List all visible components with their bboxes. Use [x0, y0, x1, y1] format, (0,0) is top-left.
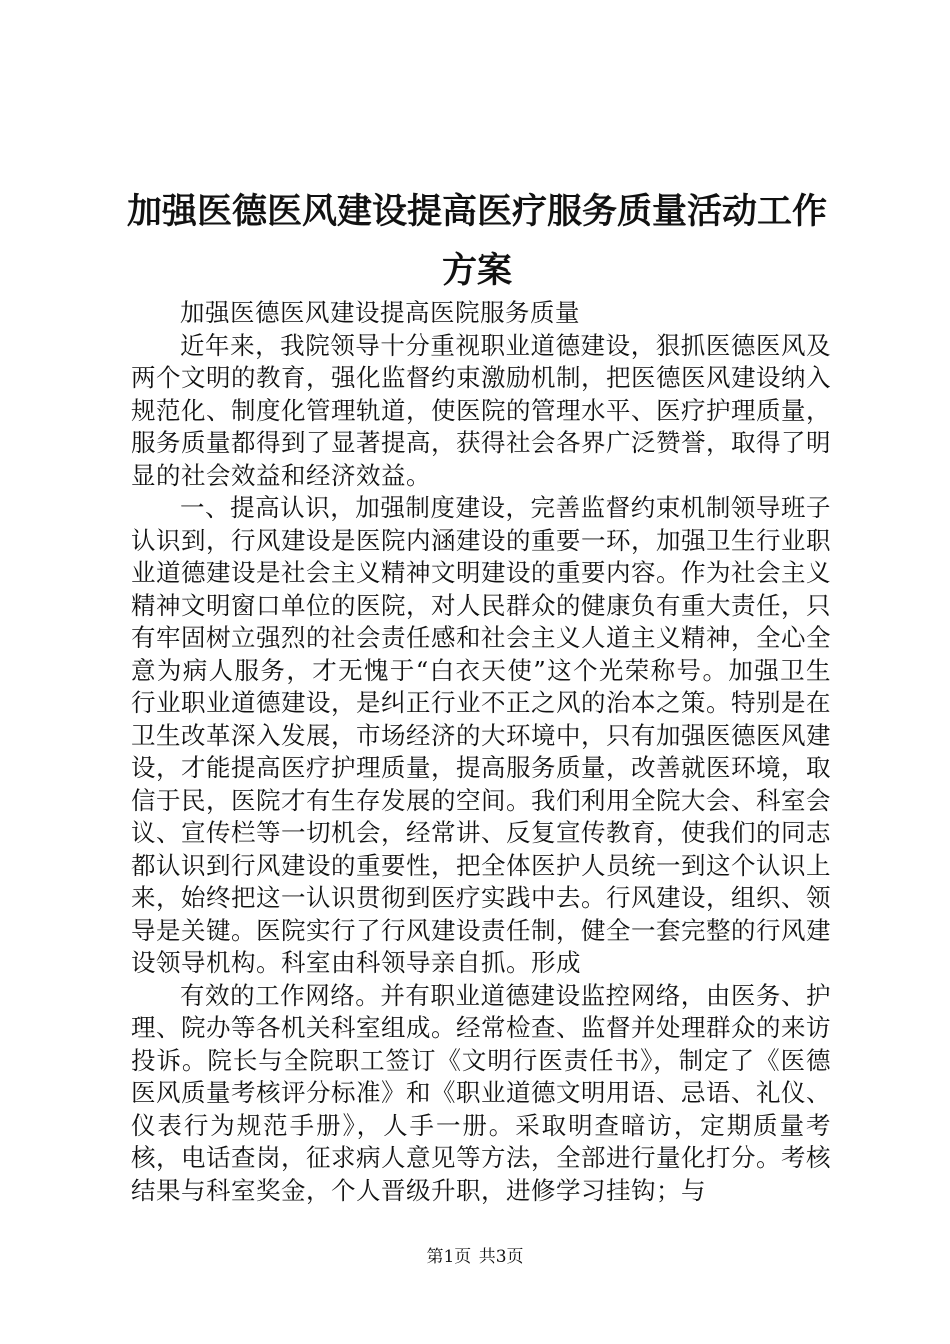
document-title: 加强医德医风建设提高医疗服务质量活动工作方案: [126, 191, 827, 291]
page-total: 共3页: [478, 1247, 524, 1267]
paragraph-section-one: 一、提高认识，加强制度建设，完善监督约束机制领导班子认识到，行风建设是医院内涵建设的重要一环，加强卫生行业职业道德建设是社会主义精神文明建设的重要内容。作为社会主义精神文明窗口单位的医院，对人民群众的健康负有重大责任，只有牢固树立强烈的社会责任感和社会主义人道主义精神，全心全意为病人服务，才无愧于“白衣天使”这个光荣称号。加强卫生行业职业道德建设，是纠正行业不正之风的治本之策。特别是在卫生改革深入发展，市场经济的大环境中，只有加强医德医风建设，才能提高医疗护理质量，提高服务质量，改善就医环境，取信于民，医院才有生存发展的空间。我们利用全院大会、科室会议、宣传栏等一切机会，经常讲、反复宣传教育，使我们的同志都认识到行风建设的重要性，把全体医护人员统一到这个认识上来，始终把这一认识贯彻到医疗实践中去。行风建设，组织、领导是关键。医院实行了行风建设责任制，健全一套完整的行风建设领导机构。科室由科领导亲自抓。形成: [131, 493, 831, 977]
paragraph-subtitle: 加强医德医风建设提高医院服务质量: [180, 298, 580, 327]
document-body: [131, 297, 831, 1207]
page-footer: [0, 1246, 950, 1268]
paragraph-work-network: 有效的工作网络。并有职业道德建设监控网络，由医务、护理、院办等各机关科室组成。经常检查、监督并处理群众的来访投诉。院长与全院职工签订《文明行医责任书》，制定了《医德医风质量考核评分标准》和《职业道德文明用语、忌语、礼仪、仪表行为规范手册》，人手一册。采取明查暗访，定期质量考核，电话查岗，征求病人意见等方法，全部进行量化打分。考核结果与科室奖金，个人晋级升职，进修学习挂钩；与: [131, 980, 831, 1205]
page-number: 第1页: [426, 1247, 472, 1267]
paragraph-intro: 近年来，我院领导十分重视职业道德建设，狠抓医德医风及两个文明的教育，强化监督约束激励机制，把医德医风建设纳入规范化、制度化管理轨道，使医院的管理水平、医疗护理质量，服务质量都得到了显著提高，获得社会各界广泛赞誉，取得了明显的社会效益和经济效益。: [131, 330, 831, 490]
